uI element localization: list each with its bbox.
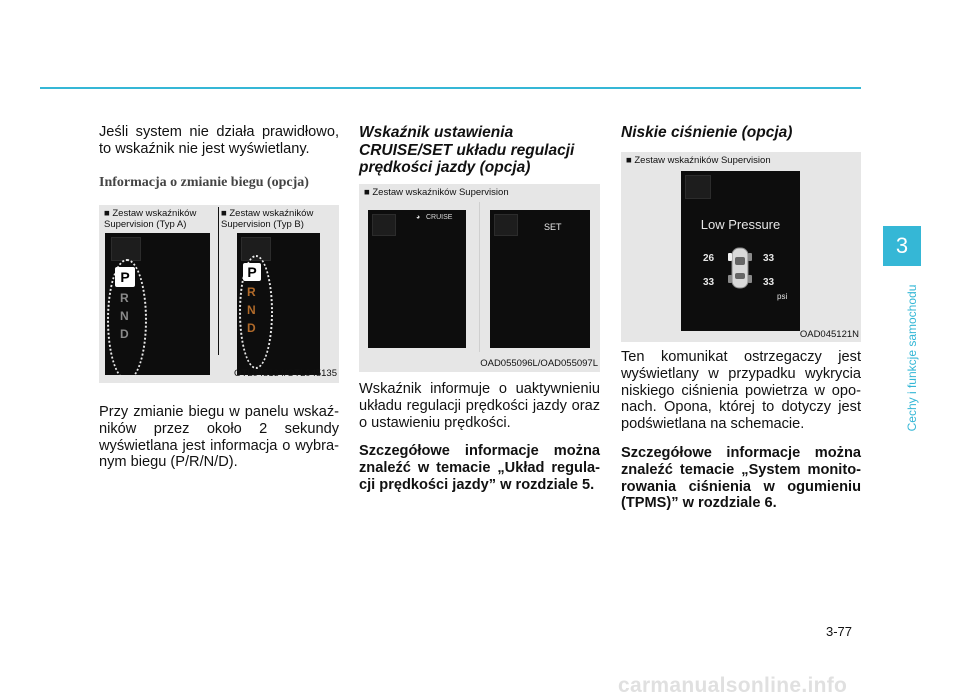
page-number: 3-77 xyxy=(826,624,853,639)
cruise-figure xyxy=(359,184,600,372)
cluster-screen-cruise xyxy=(368,210,466,348)
section-heading: Informacja o zmianie biegu (opcja) xyxy=(99,174,309,190)
screen-panel xyxy=(685,175,711,199)
tpms-figure xyxy=(621,152,861,342)
figure-caption: ■ Zestaw wskaźników Supervision xyxy=(364,187,509,198)
figure-code: OAD055096L/OAD055097L xyxy=(480,358,598,369)
figure-code: OTL045134/OTL045135 xyxy=(234,368,337,379)
chapter-title: Cechy i funkcje samochodu xyxy=(905,284,919,432)
set-label: SET xyxy=(544,222,562,232)
figure-caption-b: ■ Zestaw wskaźników Supervision (Typ B) xyxy=(221,208,314,230)
paragraph: Przy zmianie biegu w panelu wskaź-ników przez około 2 sekundy wyświetlana jest informacja o wybra-nym biegu (P/R/N/D). xyxy=(99,404,339,471)
paragraph-bold: Szczegółowe informacje można znaleźć w temacie „Układ regula-cji prędkości jazdy” w rozdziale 5. xyxy=(359,443,600,493)
cluster-screen-tpms xyxy=(681,171,800,331)
figure-caption-a: ■ Zestaw wskaźników Supervision (Typ A) xyxy=(104,208,197,230)
screen-title: Low Pressure xyxy=(700,217,781,232)
column-3 xyxy=(621,124,861,142)
figure-code: OAD045121N xyxy=(799,329,859,340)
column-3-text xyxy=(621,349,861,512)
gear-n-indicator: N xyxy=(247,303,256,317)
cluster-screen-set xyxy=(490,210,590,348)
gear-figure xyxy=(99,205,339,383)
gear-r-indicator: R xyxy=(120,291,129,305)
cluster-screen-b xyxy=(237,233,320,375)
tire-pressure-fr: 33 xyxy=(763,253,775,264)
pressure-unit: psi xyxy=(777,292,788,301)
section-heading: Wskaźnik ustawienia CRUISE/SET układu regulacji prędkości jazdy (opcja) xyxy=(359,124,575,176)
cluster-screen-a xyxy=(105,233,210,375)
column-2-text xyxy=(359,381,600,494)
chapter-number-tab: 3 xyxy=(883,226,921,266)
gear-p-indicator: P xyxy=(243,263,261,281)
cruise-icon: ◕ xyxy=(416,214,421,221)
screen-panel xyxy=(494,214,518,236)
gear-d-indicator: D xyxy=(247,321,256,335)
column-1 xyxy=(99,124,339,191)
tire-pressure-rr: 33 xyxy=(763,277,775,288)
paragraph: Ten komunikat ostrzegaczy jest wyświetlany w przypadku wykrycia niskiego ciśnienia powietrza w opo-nach. Opona, której to dotyczy jest podświetlana na schemacie. xyxy=(621,349,861,433)
section-heading: Niskie ciśnienie (opcja) xyxy=(621,124,793,141)
header-rule xyxy=(40,87,861,89)
paragraph: Jeśli system nie działa prawidłowo, to wskaźnik nie jest wyświetlany. xyxy=(99,124,339,157)
car-top-view-icon xyxy=(727,245,753,291)
chapter-title-vertical xyxy=(903,268,921,448)
screen-panel xyxy=(111,237,141,261)
column-1-text xyxy=(99,404,339,471)
figure-caption: ■ Zestaw wskaźników Supervision xyxy=(626,155,771,166)
figure-divider xyxy=(218,207,219,355)
watermark: carmanualsonline.info xyxy=(618,674,848,697)
tire-pressure-rl: 33 xyxy=(703,277,715,288)
cruise-label: CRUISE xyxy=(426,214,453,221)
gear-n-indicator: N xyxy=(120,309,129,323)
figure-divider xyxy=(479,202,480,352)
screen-panel xyxy=(372,214,396,236)
tire-pressure-fl: 26 xyxy=(703,253,715,264)
paragraph: Wskaźnik informuje o uaktywnieniu układu regulacji prędkości jazdy oraz o ustawieniu prędkości. xyxy=(359,381,600,431)
paragraph-bold: Szczegółowe informacje można znaleźć temacie „System monito-rowania ciśnienia w ogumieniu (TPMS)” w rozdziale 6. xyxy=(621,444,861,512)
gear-d-indicator: D xyxy=(120,327,129,341)
column-2 xyxy=(359,124,600,177)
gear-p-indicator: P xyxy=(115,267,135,287)
gear-r-indicator: R xyxy=(247,285,256,299)
